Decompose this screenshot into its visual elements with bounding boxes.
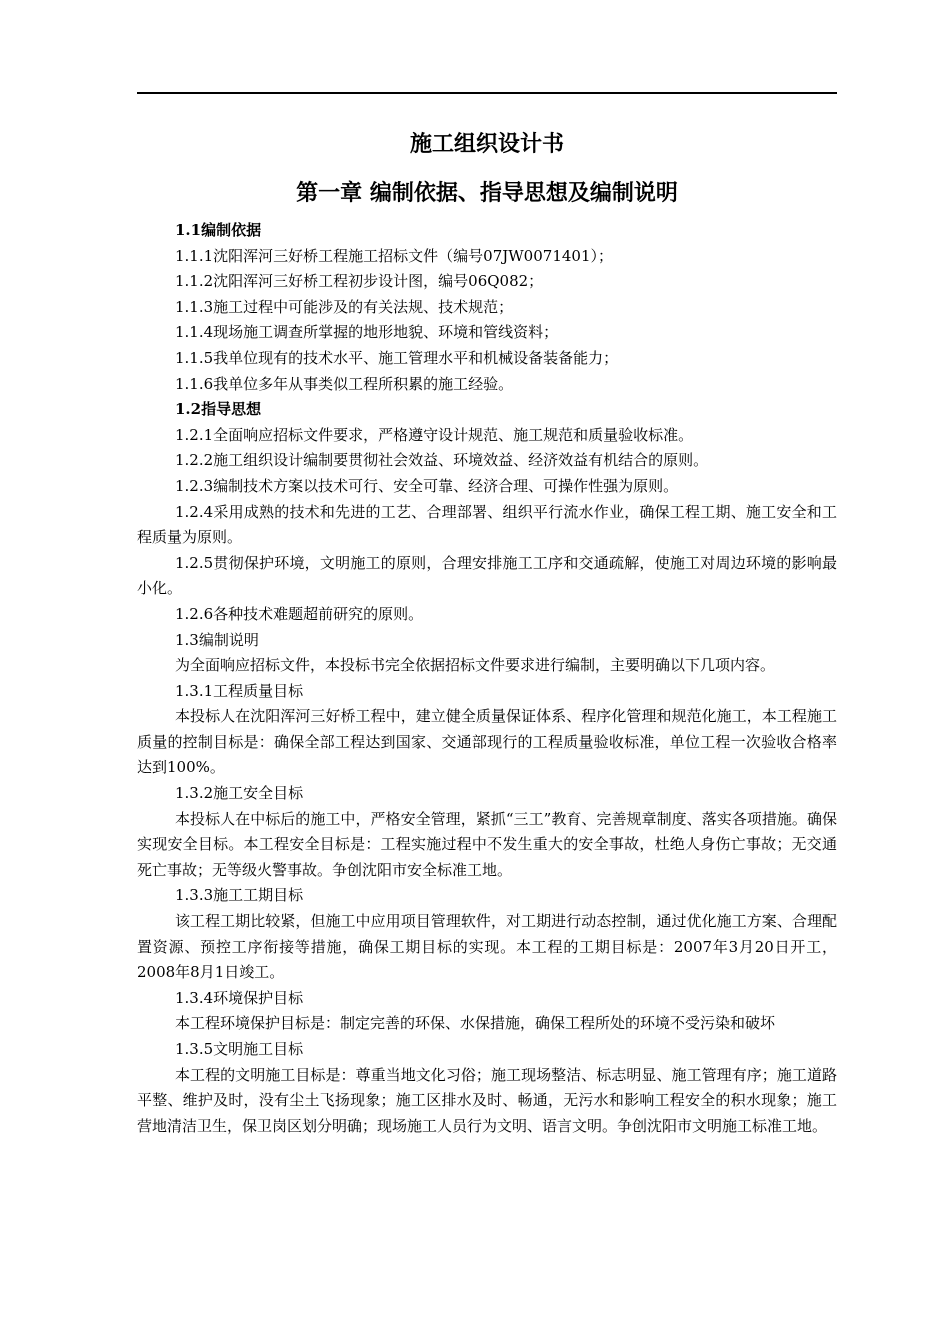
paragraph: 1.1.4现场施工调查所掌握的地形地貌、环境和管线资料； bbox=[175, 323, 559, 342]
paragraph: 1.2.4采用成熟的技术和先进的工艺、合理部署、组织平行流水作业，确保工程工期、施工安全和工程质量为原则。 bbox=[137, 502, 837, 547]
paragraph: 1.2.6各种技术难题超前研究的原则。 bbox=[175, 604, 424, 623]
paragraph: 1.1.5我单位现有的技术水平、施工管理水平和机械设备装备能力； bbox=[175, 348, 619, 367]
section-heading: 1.1编制依据 bbox=[175, 221, 262, 239]
paragraph: 1.2.1全面响应招标文件要求，严格遵守设计规范、施工规范和质量验收标准。 bbox=[175, 425, 694, 444]
paragraph: 本投标人在中标后的施工中，严格安全管理，紧抓“三工”教育、完善规章制度、落实各项措施。确保实现安全目标。本工程安全目标是：工程实施过程中不发生重大的安全事故，杜绝人身伤亡事故；无交通死亡事故；无等级火警事故。争创沈阳市安全标准工地。 bbox=[137, 809, 837, 879]
header-rule bbox=[137, 92, 837, 94]
chapter-title: 第一章 编制依据、指导思想及编制说明 bbox=[296, 180, 678, 206]
paragraph: 1.2.2施工组织设计编制要贯彻社会效益、环境效益、经济效益有机结合的原则。 bbox=[175, 451, 709, 470]
paragraph: 1.3.1工程质量目标 bbox=[175, 681, 304, 700]
paragraph: 本工程的文明施工目标是：尊重当地文化习俗；施工现场整洁、标志明显、施工管理有序；施工道路平整、维护及时，没有尘土飞扬现象；施工区排水及时、畅通，无污水和影响工程安全的积水现象；施工营地清洁卫生，保卫岗区划分明确；现场施工人员行为文明、语言文明。争创沈阳市文明施工标准工地。 bbox=[137, 1065, 837, 1135]
paragraph: 1.1.3施工过程中可能涉及的有关法规、技术规范； bbox=[175, 297, 514, 316]
paragraph: 1.1.6我单位多年从事类似工程所积累的施工经验。 bbox=[175, 374, 514, 393]
paragraph: 为全面响应招标文件，本投标书完全依据招标文件要求进行编制，主要明确以下几项内容。 bbox=[175, 656, 776, 675]
paragraph: 本投标人在沈阳浑河三好桥工程中，建立健全质量保证体系、程序化管理和规范化施工，本工程施工质量的控制目标是：确保全部工程达到国家、交通部现行的工程质量验收标准，单位工程一次验收合格率达到100%。 bbox=[137, 707, 837, 777]
section-heading: 1.2指导思想 bbox=[175, 400, 262, 419]
document-body bbox=[137, 218, 837, 1139]
paragraph: 1.2.5贯彻保护环境，文明施工的原则，合理安排施工工序和交通疏解，使施工对周边环境的影响最小化。 bbox=[137, 553, 837, 598]
paragraph: 1.1.2沈阳浑河三好桥工程初步设计图，编号06Q082； bbox=[175, 272, 544, 291]
paragraph: 1.3编制说明 bbox=[175, 630, 259, 649]
document-title: 施工组织设计书 bbox=[409, 131, 564, 157]
paragraph: 1.1.1沈阳浑河三好桥工程施工招标文件（编号07JW0071401）； bbox=[175, 246, 613, 265]
paragraph: 1.3.3施工工期目标 bbox=[175, 886, 304, 905]
paragraph: 1.3.2施工安全目标 bbox=[175, 784, 304, 803]
paragraph: 1.2.3编制技术方案以技术可行、安全可靠、经济合理、可操作性强为原则。 bbox=[175, 476, 679, 495]
paragraph: 1.3.5文明施工目标 bbox=[175, 1040, 304, 1058]
paragraph: 1.3.4环境保护目标 bbox=[175, 988, 304, 1007]
paragraph: 本工程环境保护目标是：制定完善的环保、水保措施，确保工程所处的环境不受污染和破坏 bbox=[175, 1014, 776, 1033]
paragraph: 该工程工期比较紧，但施工中应用项目管理软件，对工期进行动态控制，通过优化施工方案、合理配置资源、预控工序衔接等措施，确保工期目标的实现。本工程的工期目标是：2007年3月20日开工，2008年8月1日竣工。 bbox=[137, 912, 837, 982]
